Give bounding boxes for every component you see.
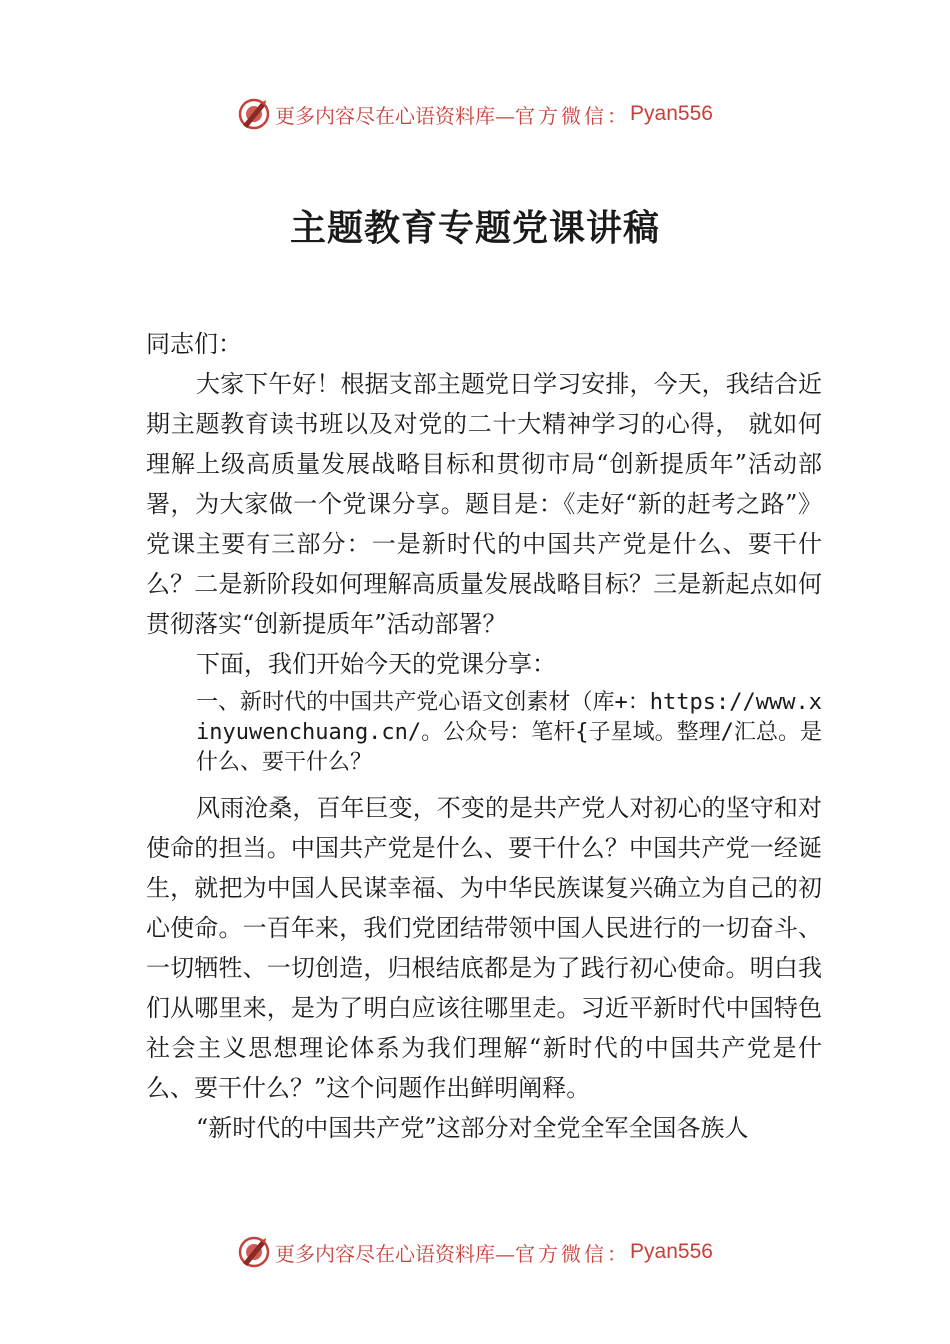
section-heading-one: 一、新时代的中国共产党心语文创素材（库+：https://www.xinyuwenchuang.cn/。公众号：笔杆{子星域。整理/汇总。是什么、要干什么？ <box>196 690 822 775</box>
banner-wechat-id: Pyan556 <box>630 1240 713 1263</box>
banner-wechat-label: 官方微信： <box>515 1241 631 1266</box>
paragraph-section-one: 风雨沧桑，百年巨变，不变的是共产党人对初心的坚守和对使命的担当。中国共产党是什么、要干什么？中国共产党一经诞生，就把为中国人民谋幸福、为中华民族谋复兴确立为自己的初心使命。一百年来，我们党团结带领中国人民进行的一切奋斗、一切牺牲、一切创造，归根结底都是为了践行初心使命。明白我们从哪里来，是为了明白应该往哪里走。习近平新时代中国特色社会主义思想理论体系为我们理解“新时代的中国共产党是什么、要干什么？”这个问题作出鲜明阐释。 <box>146 794 822 1102</box>
paragraph-continued: “新时代的中国共产党”这部分对全党全军全国各族人 <box>196 1114 749 1142</box>
header-watermark-banner <box>0 94 950 134</box>
banner-wechat-label: 官方微信： <box>515 103 631 128</box>
salutation: 同志们： <box>146 330 242 358</box>
paragraph-start: 下面，我们开始今天的党课分享： <box>196 650 556 678</box>
paragraph-intro: 大家下午好！根据支部主题党日学习安排，今天，我结合近期主题教育读书班以及对党的二十大精神学习的心得， 就如何理解上级高质量发展战略目标和贯彻市局“创新提质年”活动部署，为大家做一个党课分享。题目是：《走好“新的赶考之路”》党课主要有三部分：一是新时代的中国共产党是什么、要干什么？二是新阶段如何理解高质量发展战略目标？三是新起点如何贯彻落实“创新提质年”活动部署？ <box>146 370 822 638</box>
banner-text: 更多内容尽在心语资料库— <box>275 103 516 128</box>
banner-text: 更多内容尽在心语资料库— <box>275 1241 516 1266</box>
footer-watermark-banner <box>0 1232 950 1272</box>
banner-wechat-id: Pyan556 <box>630 102 713 125</box>
pen-logo-icon <box>237 1235 271 1269</box>
pen-logo-icon <box>237 97 271 131</box>
document-title: 主题教育专题党课讲稿 <box>289 207 660 249</box>
document-body <box>146 324 822 1148</box>
